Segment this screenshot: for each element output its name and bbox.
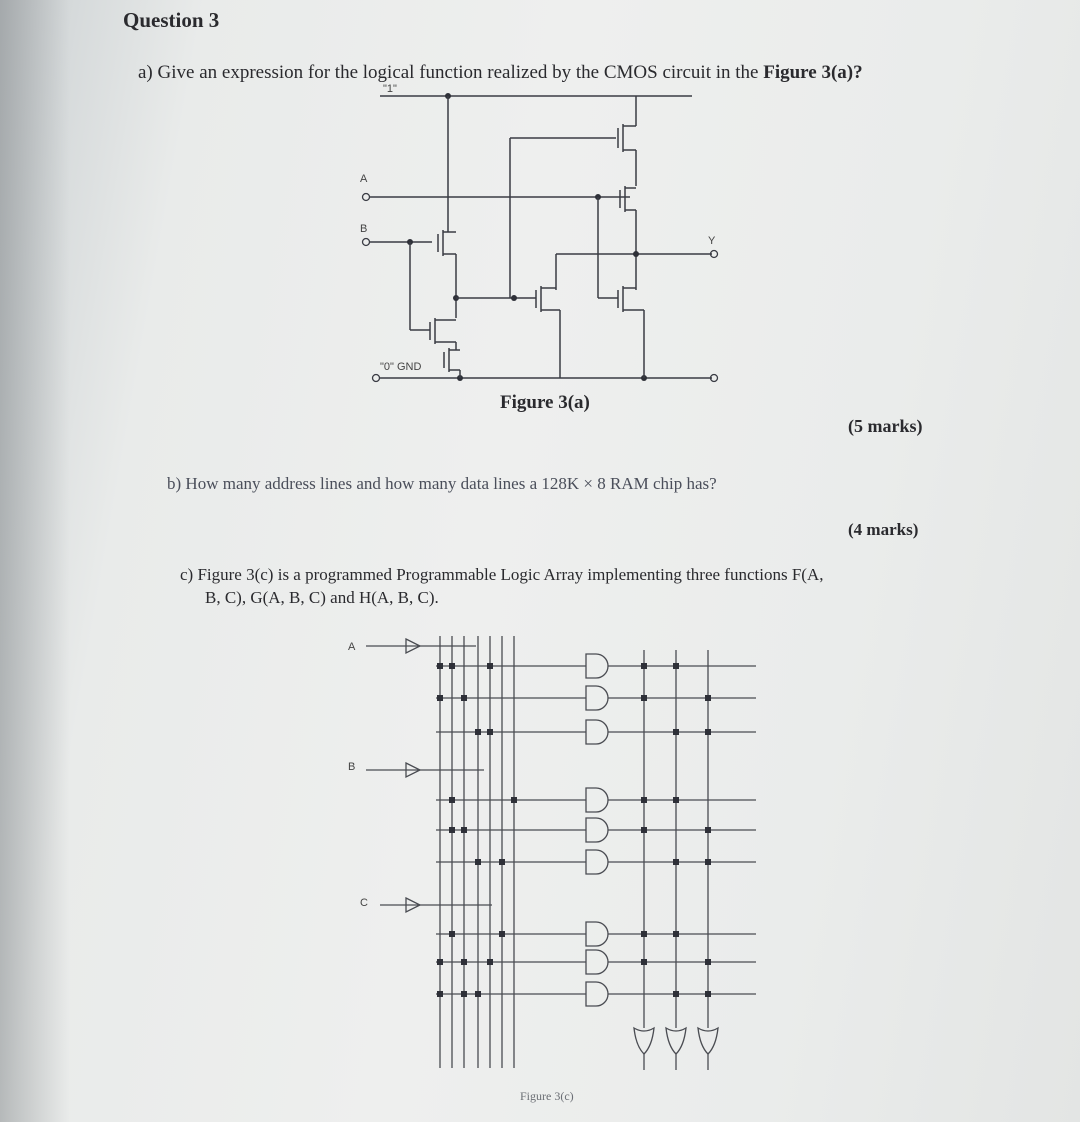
pla-or-connection: [673, 931, 679, 937]
pla-and-gate: [586, 788, 608, 812]
pla-or-connection: [673, 859, 679, 865]
part-a-label: a): [138, 62, 153, 83]
pla-or-connection: [641, 797, 647, 803]
part-b-marks: (4 marks): [848, 520, 919, 539]
pla-or-connection: [705, 729, 711, 735]
pla-and-connection: [437, 663, 443, 669]
pla-and-connection: [475, 729, 481, 735]
pla-and-connection: [511, 797, 517, 803]
figure-3c-caption: Figure 3(c): [520, 1089, 574, 1103]
pla-or-connection: [641, 827, 647, 833]
part-b-text: How many address lines and how many data lines a 128K × 8 RAM chip has?: [185, 474, 717, 493]
input-b-label: B: [360, 223, 368, 235]
pla-and-gate: [586, 850, 608, 874]
pla-and-gate: [586, 982, 608, 1006]
pla-or-connection: [673, 729, 679, 735]
pla-or-gate: [666, 1028, 686, 1054]
pla-and-connection: [449, 663, 455, 669]
pla-and-gate: [586, 922, 608, 946]
gnd-label: "0" GND: [380, 361, 422, 373]
pla-or-connection: [673, 991, 679, 997]
question-title: Question 3: [123, 8, 220, 32]
pla-and-connection: [437, 695, 443, 701]
pla-and-connection: [449, 931, 455, 937]
pla-array: [366, 636, 756, 1070]
pla-or-connection: [705, 695, 711, 701]
part-a-marks: (5 marks): [848, 416, 923, 436]
pla-and-connection: [487, 729, 493, 735]
pla-and-gate: [586, 950, 608, 974]
pla-or-connection: [641, 931, 647, 937]
pla-and-connection: [461, 991, 467, 997]
pla-and-gate: [586, 720, 608, 744]
pla-and-connection: [437, 959, 443, 965]
pla-or-gate: [698, 1028, 718, 1054]
pla-input-c-label: C: [360, 897, 368, 909]
pla-and-connection: [475, 859, 481, 865]
pla-and-gate: [586, 686, 608, 710]
pla-or-connection: [641, 663, 647, 669]
pla-and-gate: [586, 654, 608, 678]
pla-or-connection: [641, 959, 647, 965]
part-a-text: Give an expression for the logical function realized by the CMOS circuit in the: [157, 62, 759, 83]
pla-input-b-label: B: [348, 761, 356, 773]
pla-and-connection: [499, 931, 505, 937]
pla-and-gate: [586, 818, 608, 842]
pla-and-connection: [449, 797, 455, 803]
pla-and-connection: [461, 827, 467, 833]
pla-input-a-label: A: [348, 641, 356, 653]
pla-and-connection: [487, 959, 493, 965]
pla-or-connection: [673, 797, 679, 803]
part-c-line2: B, C), G(A, B, C) and H(A, B, C).: [205, 588, 439, 607]
pla-or-connection: [641, 695, 647, 701]
part-b-label: b): [167, 474, 182, 493]
pla-or-connection: [673, 663, 679, 669]
output-y-label: Y: [708, 235, 716, 247]
pla-or-connection: [705, 859, 711, 865]
pla-or-connection: [705, 959, 711, 965]
vdd-label: "1": [383, 83, 397, 95]
pla-and-connection: [487, 663, 493, 669]
pla-and-connection: [499, 859, 505, 865]
figure-3a-caption: Figure 3(a): [500, 392, 590, 413]
part-c-line1: Figure 3(c) is a programmed Programmable Logic Array implementing three functions F(A,: [197, 565, 824, 584]
pla-and-connection: [449, 827, 455, 833]
part-c-label: c): [180, 565, 194, 584]
pla-and-connection: [461, 959, 467, 965]
pla-or-gate: [634, 1028, 654, 1054]
pla-and-connection: [461, 695, 467, 701]
pla-or-connection: [705, 827, 711, 833]
pla-and-connection: [437, 991, 443, 997]
pla-and-connection: [475, 991, 481, 997]
input-a-label: A: [360, 173, 368, 185]
part-a-figure-ref: Figure 3(a)?: [763, 62, 863, 83]
pla-or-connection: [705, 991, 711, 997]
